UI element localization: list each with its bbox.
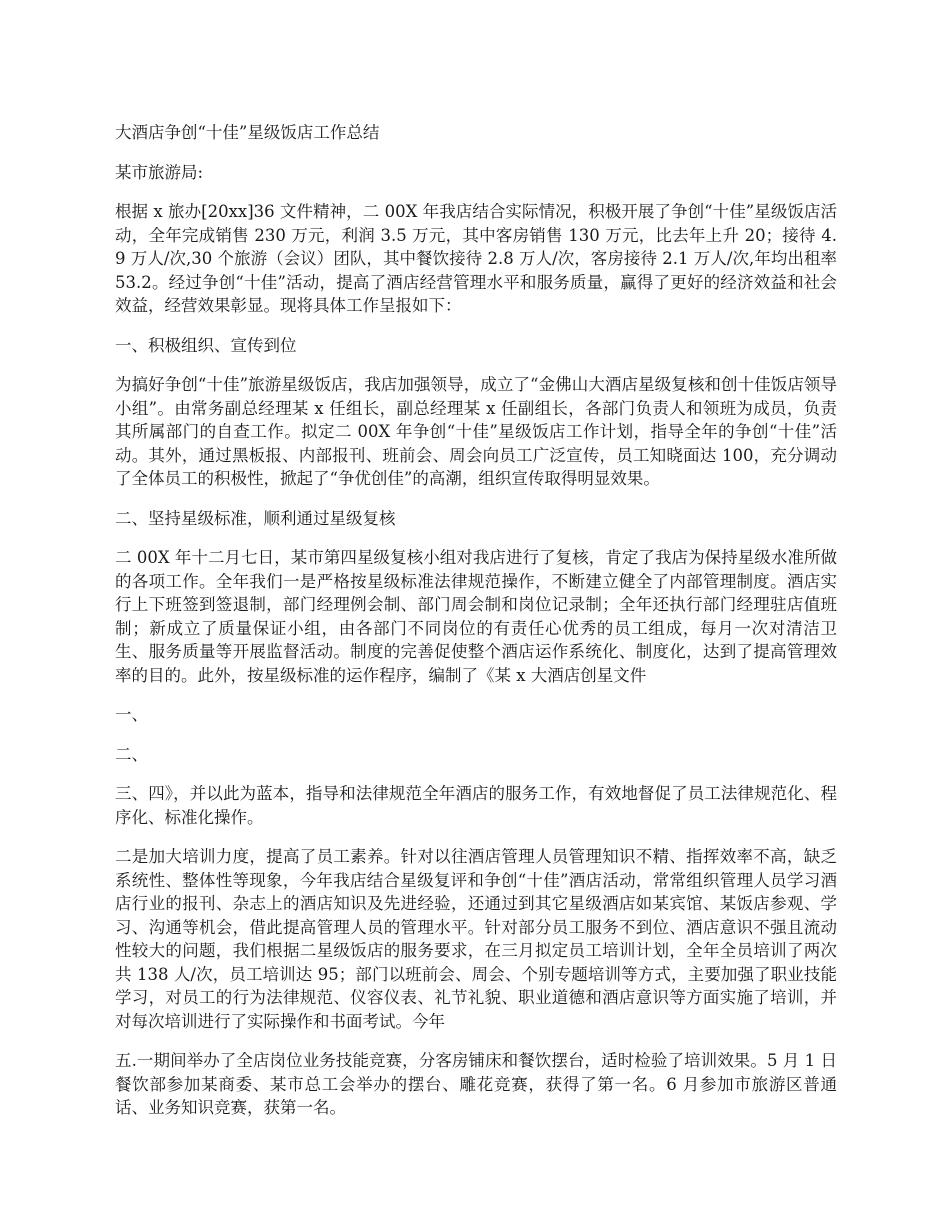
list-fragment-2: 二、 (115, 744, 148, 764)
training-paragraph: 二是加大培训力度，提高了员工素养。针对以往酒店管理人员管理知识不精、指挥效率不高，缺乏系统性、整体性等现象，今年我店结合星级复评和争创“十佳”酒店活动，常常组织管理人员学习酒店行业的报刊、杂志上的酒店知识及先进经验，还通过到其它星级酒店如某宾馆、某饭店参观、学习、沟通等机会，借此提高管理人员的管理水平。针对部分员工服务不到位、酒店意识不强且流动性较大的问题，我们根据二星级饭店的服务要求，在三月拟定员工培训计划，全年全员培训了两次共 138 人/次，员工培训达 95；部门以班前会、周会、个别专题培训等方式，主要加强了职业技能学习，对员工的行为法律规范、仪容仪表、礼节礼貌、职业道德和酒店意识等方面实施了培训，并对每次培训进行了实际操作和书面考试。今年 (115, 847, 837, 1031)
competition-paragraph: 五.一期间举办了全店岗位业务技能竞赛，分客房铺床和餐饮摆台，适时检验了培训效果。5 月 1 日餐饮部参加某商委、某市总工会举办的摆台、雕花竞赛，获得了第一名。6 月参加市旅游区普通话、业务知识竞赛，获第一名。 (115, 1051, 837, 1117)
section-1-paragraph: 为搞好争创“十佳”旅游星级饭店，我店加强领导，成立了“金佛山大酒店星级复核和创十佳饭店领导小组”。由常务副总经理某 x 任组长，副总经理某 x 任副组长，各部门负责人和领班为成员，负责其所属部门的自查工作。拟定二 00X 年争创“十佳”星级饭店工作计划，指导全年的争创“十佳”活动。其外，通过黑板报、内部报刊、班前会、周会向员工广泛宣传，员工知晓面达 100，充分调动了全体员工的积极性，掀起了“争优创佳”的高潮，组织宣传取得明显效果。 (115, 375, 837, 488)
addressee: 某市旅游局: (115, 162, 204, 182)
document-page (115, 121, 837, 1136)
section-heading-2: 二、坚持星级标准，顺利通过星级复核 (115, 508, 396, 528)
list-fragment-3: 三、四》，并以此为蓝本，指导和法律规范全年酒店的服务工作，有效地督促了员工法律规范化、程序化、标准化操作。 (115, 784, 837, 827)
section-2-paragraph: 二 00X 年十二月七日，某市第四星级复核小组对我店进行了复核，肯定了我店为保持星级水准所做的各项工作。全年我们一是严格按星级标准法律规范操作，不断建立健全了内部管理制度。酒店实行上下班签到签退制，部门经理例会制、部门周会制和岗位记录制；全年还执行部门经理驻店值班制；新成立了质量保证小组，由各部门不同岗位的有责任心优秀的员工组成，每月一次对清洁卫生、服务质量等开展监督活动。制度的完善促使整个酒店运作系统化、制度化，达到了提高管理效率的目的。此外，按星级标准的运作程序，编制了《某 x 大酒店创星文件 (115, 548, 837, 685)
document-title: 大酒店争创“十佳”星级饭店工作总结 (115, 123, 380, 142)
section-heading-1: 一、积极组织、宣传到位 (115, 335, 297, 355)
list-fragment-1: 一、 (115, 705, 148, 724)
intro-paragraph: 根据 x 旅办[20xx]36 文件精神，二 00X 年我店结合实际情况，积极开展了争创“十佳”星级饭店活动，全年完成销售 230 万元，利润 3.5 万元，其中客房销售 130 万元，比去年上升 20；接待 4.9 万人/次,30 个旅游（会议）团队，其中餐饮接待 2.8 万人/次，客房接待 2.1 万人/次,年均出租率 53.2。经过争创“十佳”活动，提高了酒店经营管理水平和服务质量，赢得了更好的经济效益和社会效益，经营效果彰显。现将具体工作呈报如下： (115, 202, 837, 315)
